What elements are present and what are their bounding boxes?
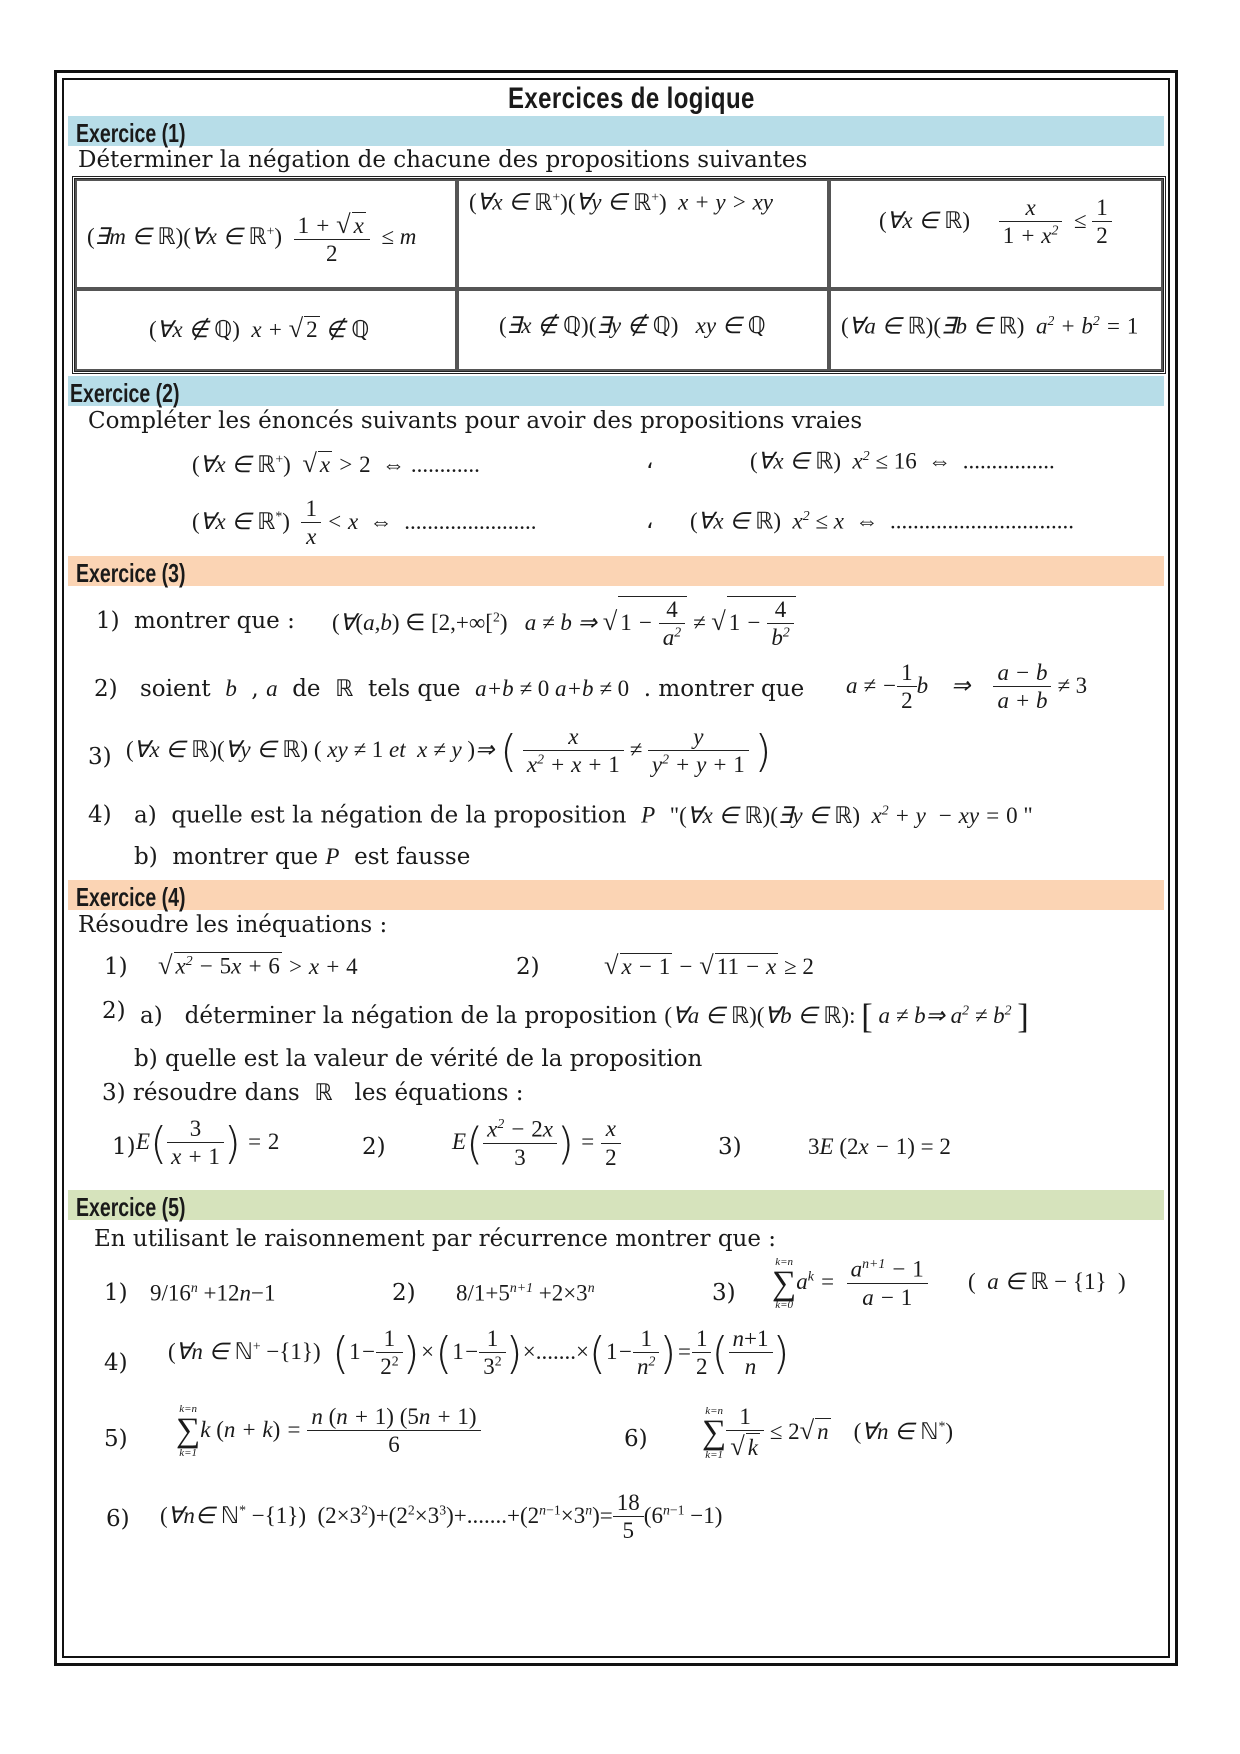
exercise-3-band bbox=[68, 556, 1164, 586]
equation-3: 3E (2x − 1) = 2 bbox=[808, 1134, 951, 1159]
rec-5-number: 5) bbox=[104, 1426, 128, 1452]
inequation-2: √ x − 1 − √ 11 − x ≥ 2 bbox=[604, 950, 814, 980]
proposition-4: (∀x ∉ ℚ) x + √ 2 ∉ ℚ bbox=[149, 313, 370, 343]
ineq-1-number: 1) bbox=[104, 954, 128, 980]
eq-2-number: 2) bbox=[362, 1134, 386, 1160]
equation-1: E( $\frac{3}{x + 1}$ ) = 2 bbox=[136, 1116, 280, 1170]
eq-1-number: 1) bbox=[112, 1134, 136, 1160]
q3-1-number: 1) bbox=[96, 608, 120, 634]
rec-3-number: 3) bbox=[712, 1280, 736, 1306]
equation-2: E( $\frac{x^2 - 2x}{3}$ ) = $\frac{x}{2}$ bbox=[452, 1116, 621, 1172]
exercise-4-instruction: Résoudre les inéquations : bbox=[78, 912, 388, 938]
statement-2a: (∀x ∈ ℝ+) √ x > 2 ⇔ ............ bbox=[192, 448, 480, 478]
exercise-2-band bbox=[68, 376, 1164, 406]
rec-4-number: 4) bbox=[104, 1350, 128, 1376]
recurrence-3: k=n ∑ k=0 $a^k$ = $\frac{a^{n+1} - 1}{a - 1}$ ( a ∈ ℝ − {1} ) bbox=[772, 1255, 1126, 1311]
q3-4-a: a) quelle est la négation de la proposition P "(∀x ∈ ℝ)(∃y ∈ ℝ) $x^2 + y$ − xy = 0 " bbox=[134, 802, 1033, 829]
proposition-6: (∀a ∈ ℝ)(∃b ∈ ℝ) $a^2 + b^2 = 1$ bbox=[841, 313, 1139, 339]
recurrence-1: 9/16$^n$ +12n−1 bbox=[150, 1280, 276, 1306]
exercise-1-instruction: Déterminer la négation de chacune des propositions suivantes bbox=[78, 147, 808, 173]
exercise-3-label: Exercice (3) bbox=[76, 558, 186, 588]
page-title: Exercices de logique bbox=[508, 82, 755, 115]
q3-1-text: montrer que : bbox=[134, 608, 295, 634]
statement-2c: (∀x ∈ ℝ*) $\frac{1}{x}$ < x ⇔ ....................... bbox=[192, 496, 537, 550]
propositions-table bbox=[72, 176, 1166, 374]
table-cell bbox=[75, 179, 457, 289]
q3-4-b: b) montrer que P est fausse bbox=[134, 844, 471, 870]
exercise-4-band bbox=[68, 880, 1164, 910]
inequation-1: √ $x^2 - 5x + 6 > x + 4$ bbox=[158, 950, 358, 980]
recurrence-5: k=n ∑ k=1 k (n + k) = $\frac{n (n + 1) (5n + 1)}{6}$ bbox=[176, 1404, 481, 1459]
table-cell bbox=[829, 179, 1163, 289]
q3-3-number: 3) bbox=[88, 744, 112, 770]
p4-2-b: b) quelle est la valeur de vérité de la proposition bbox=[134, 1046, 703, 1072]
rec-7-number: 6) bbox=[106, 1506, 130, 1532]
recurrence-7: (∀n∈ ℕ* −{1}) $(2\times 3^2)+(2^2\times 3^3)+.......+(2^{n-1}\times 3^n)=$ $\frac{18}{5}$ $(6^{n-1} -1)$ bbox=[160, 1490, 723, 1544]
q3-4-number: 4) bbox=[88, 802, 112, 828]
p4-2-a: a) déterminer la négation de la proposition (∀a ∈ ℝ)(∀b ∈ ℝ): [ a ≠ b⇒ $a^2 \ne b^2$ ] bbox=[140, 998, 1029, 1036]
rec-1-number: 1) bbox=[104, 1280, 128, 1306]
recurrence-2: $8/1+5^{n+1} +2\times 3^n$ bbox=[456, 1280, 595, 1306]
exercise-2-instruction: Compléter les énoncés suivants pour avoir des propositions vraies bbox=[88, 408, 863, 434]
proposition-5: (∃x ∉ ℚ)(∃y ∉ ℚ) xy ∈ ℚ bbox=[499, 313, 766, 338]
exercise-4-label: Exercice (4) bbox=[76, 882, 186, 912]
exercise-1-band bbox=[68, 116, 1164, 146]
rec-6-number: 6) bbox=[624, 1426, 648, 1452]
q3-2-formula: a ≠ − $\frac{1}{2}$ b ⇒ $\frac{a - b}{a + b}$ ≠ 3 bbox=[846, 660, 1088, 714]
recurrence-4: (∀n ∈ ℕ+ −{1}) (1− $\frac{1}{2^2}$ )×(1− $\frac{1}{3^2}$ )×.......×(1− $\frac{1}{n^2}$ )= $\frac{1}{2}$ ( $\frac{n+1}{n}$ ) bbox=[168, 1326, 790, 1380]
p4-3: 3) résoudre dans ℝ les équations : bbox=[102, 1080, 524, 1106]
exercise-5-band bbox=[68, 1190, 1164, 1220]
separator: ، bbox=[646, 508, 654, 533]
table-cell bbox=[75, 289, 457, 371]
exercise-1-label: Exercice (1) bbox=[76, 118, 186, 148]
table-cell bbox=[457, 179, 829, 289]
table-cell bbox=[457, 289, 829, 371]
proposition-3: (∀x ∈ ℝ) $\frac{x}{1 + x^2}$ ≤ $\frac{1}{2}$ bbox=[879, 195, 1112, 250]
proposition-1: (∃m ∈ ℝ)(∀x ∈ ℝ+) $\frac{1 + √ x}{2}$ ≤ m bbox=[87, 209, 417, 267]
q3-3-formula: (∀x ∈ ℝ)(∀y ∈ ℝ) ( xy ≠ 1 et x ≠ y )⇒ ( $\frac{x}{x^2 + x + 1}$ ≠ $\frac{y}{y^2 + y + 1}$ ) bbox=[126, 724, 772, 778]
exercise-2-label: Exercice (2) bbox=[70, 378, 180, 408]
q3-2-number: 2) bbox=[94, 676, 118, 702]
eq-3-number: 3) bbox=[718, 1134, 742, 1160]
q3-2-text: soient b , a de ℝ tels que a+b ≠ 0 a+b ≠ 0 . montrer que bbox=[140, 676, 805, 702]
rec-2-number: 2) bbox=[392, 1280, 416, 1306]
ineq-2-number: 2) bbox=[516, 954, 540, 980]
exercise-5-label: Exercice (5) bbox=[76, 1192, 186, 1222]
statement-2d: (∀x ∈ ℝ) $x^2 \le x$ ⇔ ................................ bbox=[690, 508, 1074, 534]
separator: ، bbox=[646, 448, 654, 473]
statement-2b: (∀x ∈ ℝ) $x^2 \le 16$ ⇔ ................ bbox=[750, 448, 1055, 474]
p4-2-number: 2) bbox=[102, 998, 126, 1024]
proposition-2: (∀x ∈ ℝ+)(∀y ∈ ℝ+) x + y > xy bbox=[469, 189, 774, 215]
recurrence-6: k=n ∑ k=1 $\frac{1}{√ k}$ ≤ 2√ n (∀n ∈ ℕ*) bbox=[702, 1404, 954, 1462]
exercise-5-instruction: En utilisant le raisonnement par récurrence montrer que : bbox=[94, 1226, 777, 1252]
q3-1-formula: (∀(a,b) ∈ [2,+∞[$^2$) a ≠ b ⇒ √ 1 − $\frac{4}{a^2}$ ≠ √ 1 − $\frac{4}{b^2}$ bbox=[332, 596, 796, 652]
table-cell bbox=[829, 289, 1163, 371]
